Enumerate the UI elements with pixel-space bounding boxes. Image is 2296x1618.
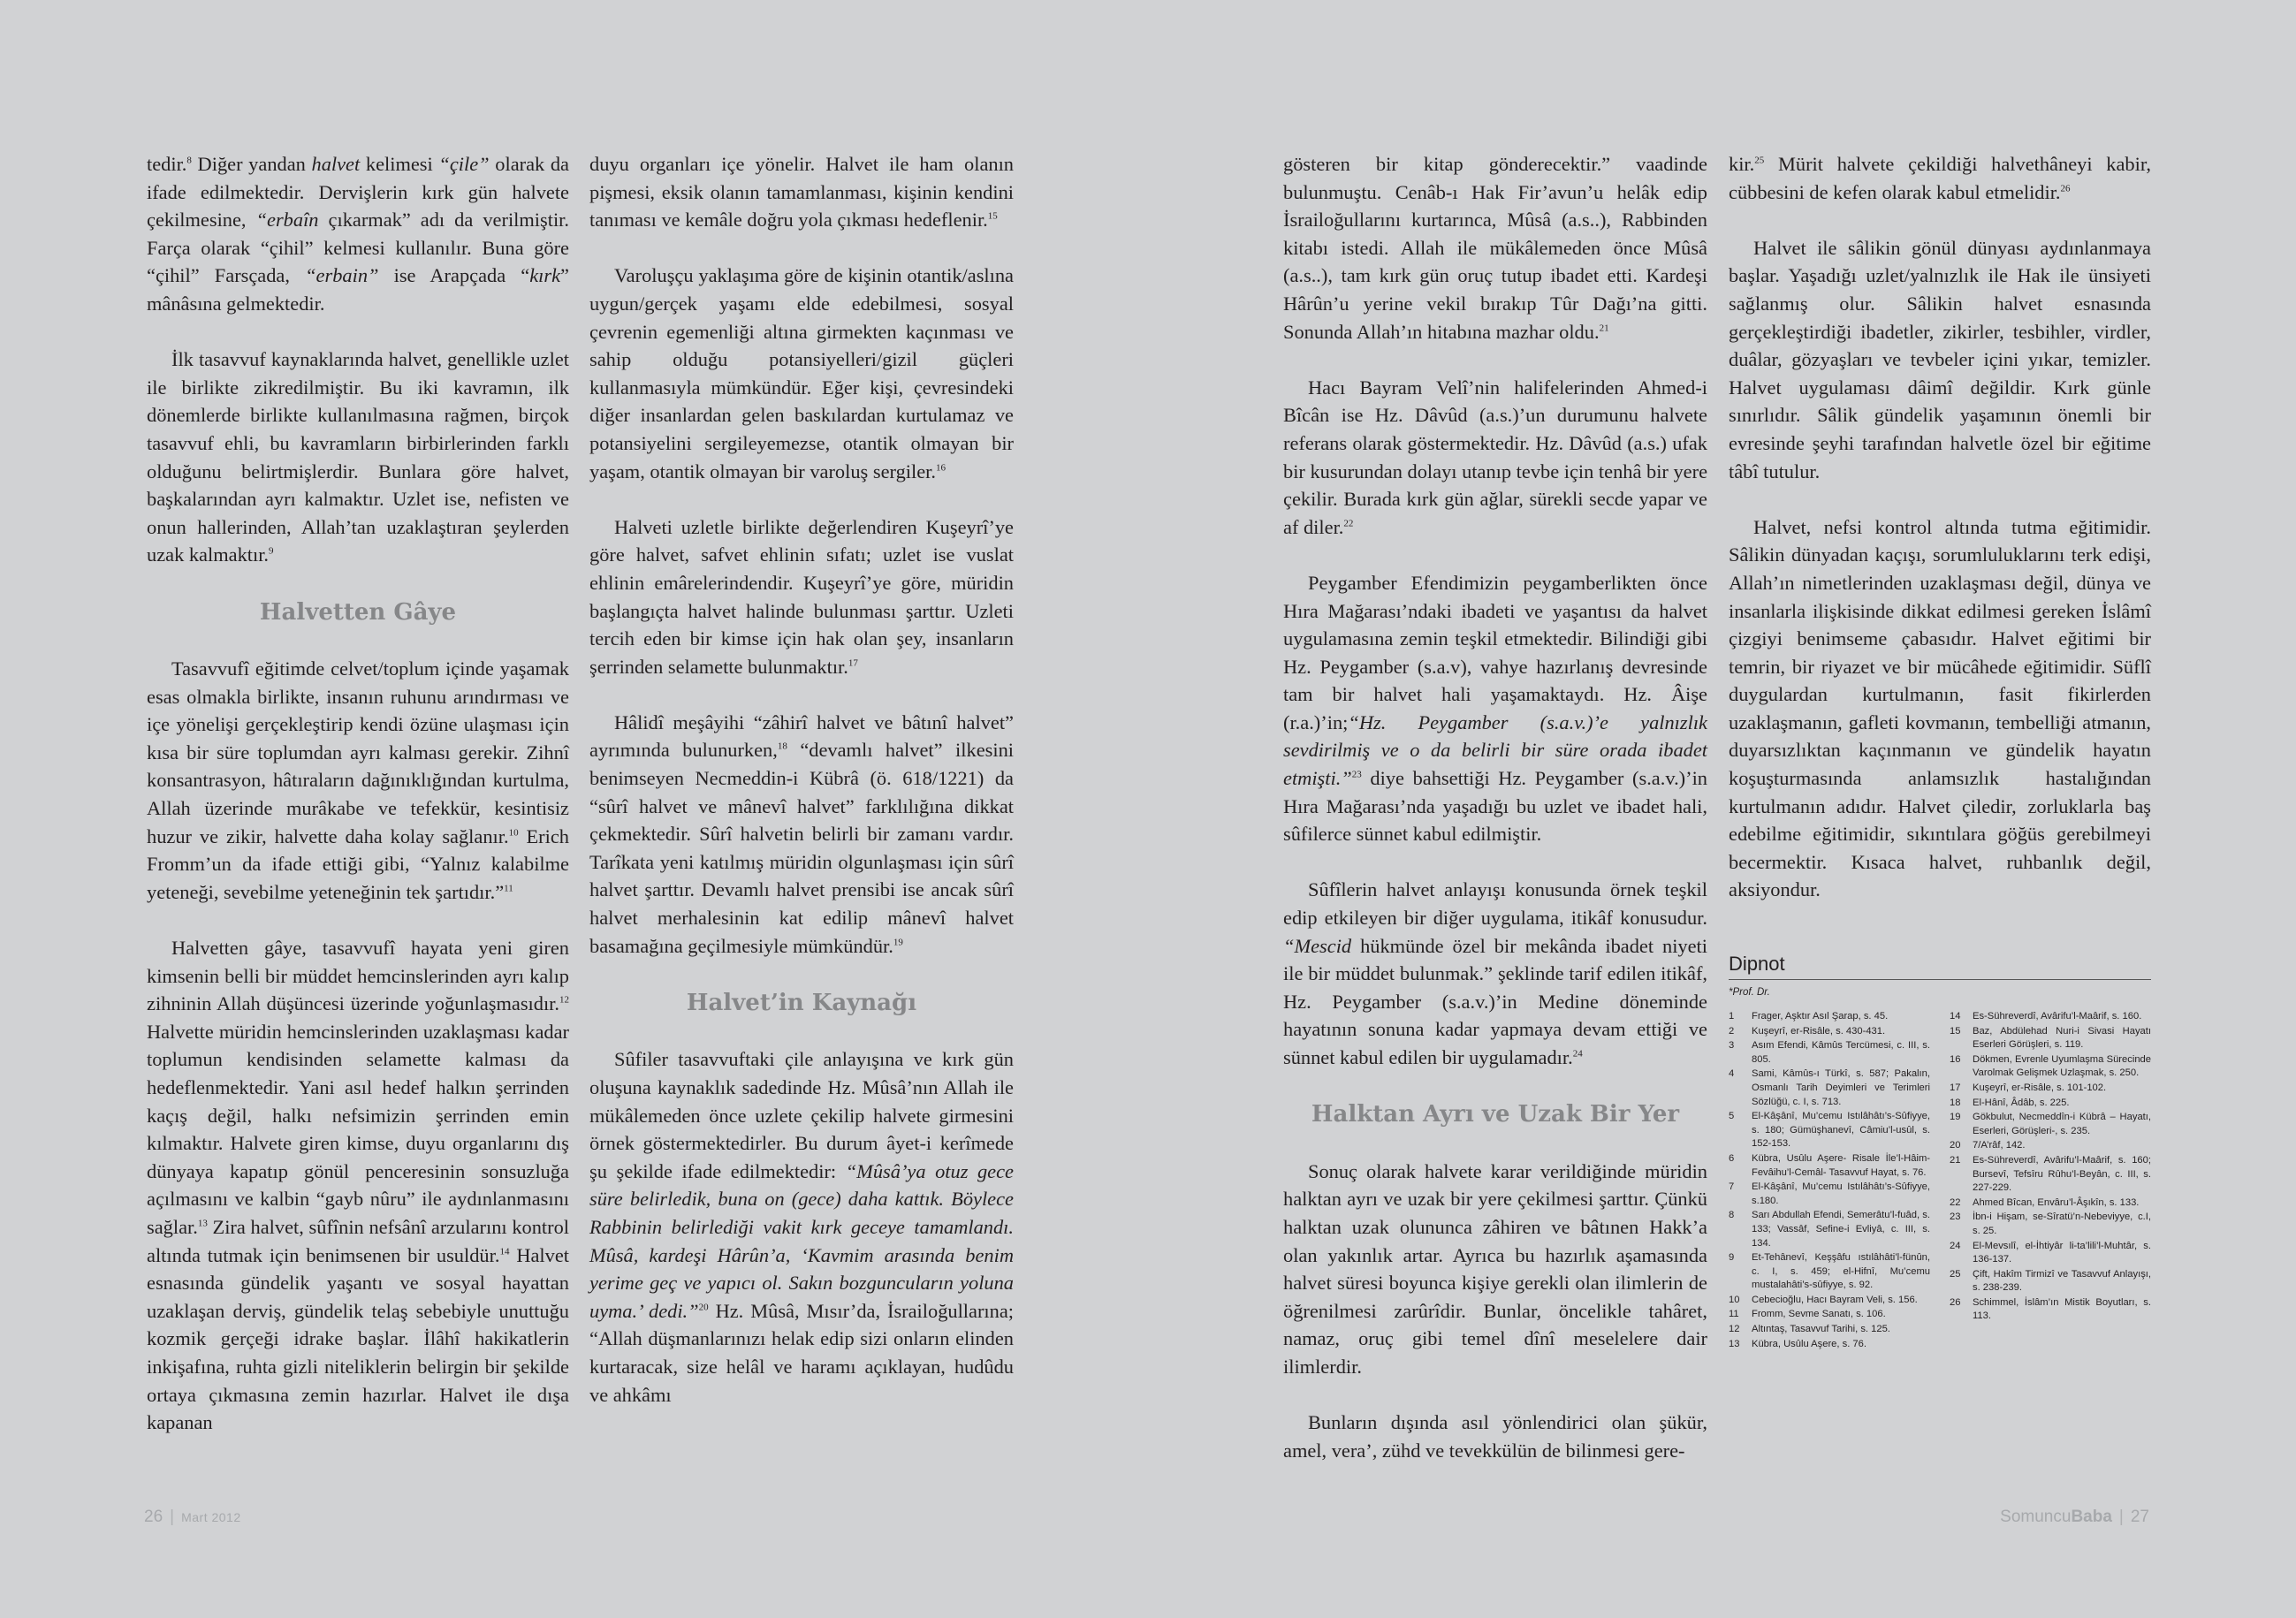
footnotes-column-left (1729, 1010, 1930, 1352)
footnote-item (1950, 1111, 2151, 1138)
footnote-text: Kuşeyrî, er-Risâle, s. 101-102. (1973, 1082, 2107, 1093)
footnote-number: 1 (1729, 1011, 1735, 1022)
footnote-text: Baz, Abdülehad Nuri-i Sivasi Hayatı Eserleri Görüşleri, s. 119. (1973, 1025, 2151, 1051)
footnote-text: El-Hânî, Âdâb, s. 225. (1973, 1097, 2070, 1108)
footnote-text: Es-Sühreverdî, Avârifu’l-Maârif, s. 160; Bursevî, Tefsîru Rûhu’l-Beyân, c. III, s. 227-229. (1973, 1154, 2151, 1194)
footnote-number: 20 (1950, 1140, 1961, 1151)
footnote-item (1950, 1154, 2151, 1196)
body-paragraph: Hâlidî meşâyihi “zâhirî halvet ve bâtınî halvet” ayrımında bulunurken,$^{18}$ “devamlı halvet” ilkesini benimseyen Necmeddin-i Kübrâ (ö. 618/1221) da “sûrî halvet ve mânevî halvet” farklılığına dikkat çekmektedir. Sûrî halvetin belirli bir zamanı vardır. Tarîkata yeni katılmış müridin olgunlaşması için sûrî halvet şarttır. Devamlı halvet prensibi ise ancak sûrî halvet merhalesinin kat edilip mânevî halvet basamağına geçilmesiyle mümkündür.$^{19}$ (589, 710, 1014, 957)
body-paragraph: duyu organları içe yönelir. Halvet ile ham olanın pişmesi, eksik olanın tamamlanması, kişinin kendini tanıması ve kemâle doğru yola çıkması hedeflenir.$^{15}$ (589, 153, 1014, 232)
folio-separator: | (170, 1508, 175, 1526)
footnote-number: 15 (1950, 1025, 1961, 1037)
footnote-number: 11 (1729, 1309, 1739, 1320)
body-paragraph: Halveti uzletle birlikte değerlendiren Kuşeyrî’ye göre halvet, safvet ehlinin sıfatı; uzlet ise vuslat ehlinin emârelerindendir. Kuşeyrî’ye göre, müridin başlangıçta halvet halinde bulunması şarttır. Uzleti tercih eden bir kimse için hak olan şey, insanların şerrinden selamette bulunmaktır.$^{17}$ (589, 515, 1014, 678)
footnote-text: Sarı Abdullah Efendi, Semerâtu’l-fuâd, s. 133; Vassâf, Sefine-i Evliyâ, c. III, s. 134. (1752, 1210, 1930, 1249)
footnote-item (1950, 1296, 2151, 1324)
footnote-text: El-Kâşânî, Mu’cemu Istılâhâtı’s-Sûfiyye, s.180. (1752, 1181, 1930, 1206)
footnote-number: 16 (1950, 1053, 1961, 1065)
left-page-column-2 (589, 150, 1014, 1437)
footnote-text: Asım Efendi, Kâmûs Tercümesi, c. III, s. 805. (1752, 1040, 1930, 1065)
footnotes-heading: Dipnot (1729, 953, 1785, 975)
footnote-text: İbn-i Hişam, se-Sîratü’n-Nebeviyye, c.I, s. 25. (1973, 1212, 2151, 1236)
footnote-number: 14 (1950, 1011, 1961, 1022)
footnote-number: 18 (1950, 1097, 1961, 1108)
footnote-item (1729, 1025, 1930, 1039)
footnote-number: 12 (1729, 1324, 1740, 1335)
footnote-number: 6 (1729, 1152, 1735, 1164)
magazine-brand (2000, 1508, 2112, 1526)
footnote-item (1729, 1338, 1930, 1352)
footnote-text: Es-Sühreverdî, Avârifu’l-Maârif, s. 160. (1973, 1011, 2142, 1022)
footnote-item (1729, 1181, 1930, 1208)
right-page-column-1 (1283, 150, 1707, 1493)
footnote-number: 4 (1729, 1068, 1735, 1080)
footnote-number: 26 (1950, 1296, 1961, 1308)
body-paragraph: Peygamber Efendimizin peygamberlikten önce Hıra Mağarası’ndaki ibadeti ve yaşantısı da halvet uygulamasına zemin teşkil etmektedir. Bilindiği gibi Hz. Peygamber (s.a.v), vahye hazırlanış devresinde tam bir halvet hali yaşamaktaydı. Hz. Âişe (r.a.)’in;“Hz. Peygamber (s.a.v.)’e yalnızlık sevdirilmiş ve o da belirli bir süre orada ibadet etmişti.”$^{23}$ diye bahsettiği Hz. Peygamber (s.a.v.)’in Hıra Mağarası’nda yaşadığı bu uzlet ve ibadet hali, sûfilerce sünnet kabul edilmiştir. (1283, 571, 1707, 846)
footnote-item (1729, 1251, 1930, 1293)
body-paragraph: Halvet ile sâlikin gönül dünyası aydınlanmaya başlar. Yaşadığı uzlet/yalnızlık ile Hak ile ünsiyeti sağlanmış olur. Sâlikin halvet esnasında gerçekleştirdiği ibadetler, zikirler, tesbihler, virdler, duâlar, gözyaşları ve tevbeler içini yıkar, temizler. Halvet uygulaması dâimî değildir. Kırk günle sınırlıdır. Sâlik gündelik yaşamının önemli bir evresinde şeyhi tarafından halvetle özel bir eğitime tâbî tutulur. (1729, 236, 2151, 482)
footnote-number: 9 (1729, 1252, 1735, 1264)
footnote-number: 5 (1729, 1111, 1735, 1122)
footnote-item (1950, 1097, 2151, 1111)
body-paragraph: gösteren bir kitap gönderecektir.” vaadinde bulunmuştu. Cenâb-ı Hak Fir’avun’u helâk edip İsrailoğullarını kurtarınca, Mûsâ (a.s..), Rabbinden kitabı istedi. Allah ile mükâlemeden önce Mûsâ (a.s..), tam kırk gün oruç tutup ibadet etti. Kardeşi Hârûn’u yerine vekil bırakıp Tûr Dağı’na gitti. Sonunda Allah’ın hitabına mazhar oldu.$^{21}$ (1283, 153, 1707, 343)
footnote-number: 3 (1729, 1040, 1735, 1052)
footnote-item (1950, 1025, 2151, 1052)
author-note: *Prof. Dr. (1729, 987, 1770, 998)
left-page-folio (144, 1508, 241, 1527)
footnote-text: Schimmel, İslâm’ın Mistik Boyutları, s. 113. (1973, 1296, 2151, 1322)
footnote-text: Et-Tehânevî, Keşşâfu ıstılâhâti’l-fünûn, c. I, s. 459; el-Hifnî, Mu’cemu mustalahâti’s-sûfiyye, s. 92. (1752, 1252, 1930, 1291)
footnote-text: El-Kâşânî, Mu’cemu Istılâhâtı’s-Sûfiyye, s. 180; Gümüşhanevî, Câmiu’l-usûl, s. 152-153. (1752, 1111, 1930, 1150)
footnote-number: 2 (1729, 1025, 1735, 1037)
footnote-text: Altıntaş, Tasavvuf Tarihi, s. 125. (1752, 1324, 1890, 1335)
body-paragraph: Tasavvufî eğitimde celvet/toplum içinde yaşamak esas olmakla birlikte, insanın ruhunu arındırması ve içe yönelişi gerçekleştirip kendi özüne ulaşması için kısa bir süre toplumdan ayrı kalması gerekir. Zihnî konsantrasyon, hâtıraların dağınıklığından kurtulma, Allah üzerinde murâkabe ve tefekkür, kesintisiz huzur ve zikir, halvette daha kolay sağlanır.$^{10}$ Erich Fromm’un da ifade ettiği gibi, “Yalnız kalabilme yeteneği, sevebilme yeteneğinin tek şartıdır.”$^{11}$ (147, 657, 569, 903)
footnote-number: 22 (1950, 1196, 1961, 1208)
right-page-folio (2000, 1508, 2149, 1527)
footnote-item (1950, 1196, 2151, 1211)
footnote-number: 8 (1729, 1210, 1735, 1221)
footnote-text: Fromm, Sevme Sanatı, s. 106. (1752, 1309, 1886, 1320)
footnote-text: Çift, Hakîm Tirmizî ve Tasavvuf Anlayışı, s. 238-239. (1973, 1268, 2151, 1294)
footnote-item (1950, 1240, 2151, 1267)
footnote-item (1729, 1152, 1930, 1180)
body-paragraph: İlk tasavvuf kaynaklarında halvet, genellikle uzlet ile birlikte zikredilmiştir. Bu iki kavramın, ilk dönemlerde birlikte kullanılmasına rağmen, birçok tasavvuf ehli, bu kavramların birbirlerinden farklı olduğunu belirtmişlerdir. Bunlara göre halvet, başkalarından ayrı kalmaktır. Uzlet ise, nefisten ve onun hallerinden, Allah’tan uzaklaştıran şeylerden uzak kalmaktır.$^9$ (147, 348, 569, 566)
footnote-text: El-Mevsılî, el-İhtiyâr li-ta’lili’l-Muhtâr, s. 136-137. (1973, 1240, 2151, 1265)
footnote-text: Ahmed Bîcan, Envâru’l-Âşıkîn, s. 133. (1973, 1196, 2140, 1208)
footnote-text: 7/A’râf, 142. (1973, 1140, 2026, 1151)
footnote-item (1729, 1209, 1930, 1250)
footnote-text: Gökbulut, Necmeddîn-i Kübrâ – Hayatı, Eserleri, Görüşleri-, s. 235. (1973, 1112, 2151, 1136)
page-number-left: 26 (144, 1508, 163, 1526)
brand-part-2: Baba (2071, 1508, 2112, 1526)
footnote-item (1729, 1110, 1930, 1151)
section-heading: Halvet’in Kaynağı (686, 989, 917, 1016)
footnote-number: 10 (1729, 1294, 1740, 1305)
footnotes-divider (1729, 979, 2151, 980)
left-page-column-1 (147, 150, 569, 1464)
footnote-number: 21 (1950, 1154, 1961, 1166)
section-heading: Halvetten Gâye (259, 598, 457, 626)
body-paragraph: Halvetten gâye, tasavvufî hayata yeni giren kimsenin belli bir müddet hemcinslerinden ayrı kalıp zihninin Allah düşüncesi üzerinde yoğunlaşmasıdır.$^{12}$ Halvette müridin hemcinslerinden uzaklaşması kadar toplumun kendisinden selamette kalması da hedeflenmektedir. Yani asıl hedef halkın şerrinden kaçış değil, halkı nefsimizin şerrinden emin kılmaktır. Halvete giren kimse, duyu organlarını dış dünyaya kapatıp gönül penceresinin sonsuzluğa açılmasını ve kalbin “gayb nûru” ile aydınlanmasını sağlar.$^{13}$ Zira halvet, sûfînin nefsânî arzularını kontrol altında tutmak için benimsenen bir usuldür.$^{14}$ Halvet esnasında gündelik yaşantı ve sosyal hayattan uzaklaşan derviş, gündelik telaş sebebiyle unuttuğu kozmik gerçeği idrake başlar. İlâhî hakikatlerin inkişafına, ruhta gizli niteliklerin belirgin bir şekilde ortaya çıkmasına zemin hazırlar. Halvet ile dışa kapanan (147, 937, 569, 1434)
footnote-text: Cebecioğlu, Hacı Bayram Veli, s. 156. (1752, 1294, 1918, 1305)
footnote-item (1729, 1067, 1930, 1109)
body-paragraph: Sûfîlerin halvet anlayışı konusunda örnek teşkil edip etkileyen bir diğer uygulama, itikâf konusudur. “Mescid hükmünde özel bir mekânda ibadet niyeti ile bir müddet bulunmak.” şeklinde tarif edilen itikâf, Hz. Peygamber (s.a.v.)’in Medine döneminde hayatının sonuna kadar yapmaya devam ettiği ve sünnet kabul edilen bir uygulamadır.$^{24}$ (1283, 878, 1707, 1068)
footnote-number: 13 (1729, 1338, 1740, 1349)
footnote-item (1950, 1010, 2151, 1024)
footnote-item (1950, 1082, 2151, 1096)
footnote-item (1729, 1294, 1930, 1308)
footnote-text: Dökmen, Evrenle Uyumlaşma Sürecinde Varolmak Gelişmek Uzlaşmak, s. 250. (1973, 1053, 2151, 1079)
section-heading: Halktan Ayrı ve Uzak Bir Yer (1311, 1101, 1680, 1128)
footnotes-block (1729, 953, 2151, 1352)
body-paragraph: Bunların dışında asıl yönlendirici olan şükür, amel, vera’, zühd ve tevekkülün de bilinmesi gere- (1283, 1411, 1707, 1462)
footnote-number: 23 (1950, 1212, 1961, 1223)
body-paragraph: kir.$^{25}$ Mürit halvete çekildiği halvethâneyi kabir, cübbesini de kefen olarak kabul etmelidir.$^{26}$ (1729, 153, 2151, 203)
footnote-text: Frager, Aşktır Asıl Şarap, s. 45. (1752, 1011, 1889, 1022)
footnote-item (1729, 1323, 1930, 1337)
footnote-item (1950, 1211, 2151, 1238)
footnote-item (1950, 1139, 2151, 1153)
body-paragraph: Sonuç olarak halvete karar verildiğinde müridin halktan ayrı ve uzak bir yere çekilmesi şarttır. Çünkü halktan uzak olununca zâhiren ve bâtınen Hakk’a olan yakınlık artar. Ayrıca bu hazırlık aşamasında halvet süresi boyunca kişiye gerekli olan ilimlerin de öğrenilmesi zarûrîdir. Bunlar, öncelikle tahâret, namaz, oruç gibi temel dînî meselelere dair ilimlerdir. (1283, 1159, 1707, 1378)
footnote-number: 7 (1729, 1181, 1735, 1193)
footnote-text: Kuşeyrî, er-Risâle, s. 430-431. (1752, 1025, 1886, 1037)
right-page-column-2 (1729, 150, 2151, 932)
body-paragraph: tedir.$^8$ Diğer yandan halvet kelimesi “çile” olarak da ifade edilmektedir. Dervişlerin kırk gün halvete çekilmesine, “erbaîn çıkarmak” adı da verilmiştir. Farça olarak “çihil” kelmesi kullanılır. Buna göre “çihil” Farsçada, “erbain” ise Arapçada “kırk” mânâsına gelmektedir. (147, 153, 570, 315)
footnote-number: 25 (1950, 1268, 1961, 1280)
footnote-item (1950, 1268, 2151, 1295)
page-number-right: 27 (2130, 1508, 2149, 1526)
footnote-text: Kübra, Usûlu Aşere, s. 76. (1752, 1338, 1866, 1349)
folio-separator: | (2118, 1508, 2124, 1526)
footnote-number: 19 (1950, 1112, 1961, 1123)
issue-date: Mart 2012 (181, 1510, 241, 1524)
footnote-text: Sami, Kâmûs-ı Türkî, s. 587; Pakalın, Osmanlı Tarih Deyimleri ve Terimleri Sözlüğü, c. I, s. 713. (1752, 1068, 1930, 1107)
footnote-text: Kübra, Usûlu Aşere- Risale İle’l-Hâim-Fevâihu’l-Cemâl- Tasavvuf Hayat, s. 76. (1752, 1152, 1930, 1178)
footnote-item (1729, 1010, 1930, 1024)
body-paragraph: Sûfiler tasavvuftaki çile anlayışına ve kırk gün oluşuna kaynaklık sadedinde Hz. Mûsâ’nın Allah ile mükâlemeden önce uzlete çekilip halvete girmesini örnek göstermektedirler. Bu durum âyet-i kerîmede şu şekilde ifade edilmektedir: “Mûsâ’ya otuz gece süre belirledik, buna on (gece) daha kattık. Böylece Rabbinin belirlediği vakit kırk geceye tamamlandı. Mûsâ, kardeşi Hârûn’a, ‘Kavmim arasında benim yerime geç ve yapıcı ol. Sakın bozguncuların yoluna uyma.’ dedi.”$^{20}$ Hz. Mûsâ, Mısır’da, İsrailoğullarına; “Allah düşmanlarınızı helak edip sizi onların elinden kurtaracak, size helâl ve haramı açıklayan, hudûdu ve ahkâmı (589, 1048, 1014, 1406)
footnotes-column-right (1950, 1010, 2151, 1352)
footnote-number: 24 (1950, 1240, 1961, 1251)
footnote-item (1729, 1039, 1930, 1067)
body-paragraph: Hacı Bayram Velî’nin halifelerinden Ahmed-i Bîcân ise Hz. Dâvûd (a.s.)’un durumunu halvete referans olarak göstermektedir. Hz. Dâvûd (a.s.) ufak bir kusurundan dolayı utanıp tevbe için tenhâ bir yere çekilir. Burada kırk gün ağlar, sürekli secde yapar ve af diler.$^{22}$ (1283, 376, 1708, 538)
footnote-number: 17 (1950, 1082, 1961, 1093)
body-paragraph: Halvet, nefsi kontrol altında tutma eğitimidir. Sâlikin dünyadan kaçışı, sorumluluklarını terk edişi, Allah’ın nimetlerinden uzaklaşması değil, dünya ve insanlarla ilişkisinde dikkat edilmesi gereken İslâmî çizgiyi benimseme çabasıdır. Halvet eğitimi bir temrin, bir riyazet ve bir mücâhede eğitimidir. Süflî duygulardan kurtulmanın, fasit fikirlerden uzaklaşmanın, gafleti kovmanın, tembelliği atmanın, duyarsızlıktan kaçınmanın ve gündelik hayatın koşuşturmasında anlamsızlık hastalığından kurtulmanın adıdır. Halvet çiledir, zorluklarla baş edebilme eğitimidir, sıkıntılara göğüs gerebilmeyi becermektir. Kısaca halvet, ruhbanlık değil, aksiyondur. (1729, 515, 2151, 901)
body-paragraph: Varoluşçu yaklaşıma göre de kişinin otantik/aslına uygun/gerçek yaşamı elde edebilmesi, sosyal çevrenin egemenliği altına girmekten kaçınması ve sahip olduğu potansiyelleri/gizil güçleri kullanmasıyla mümkündür. Eğer kişi, çevresindeki diğer insanlardan gelen baskılardan kurtulamaz ve potansiyelini sergileyemezse, otantik olmayan bir yaşam, otantik olmayan bir varoluş sergiler.$^{16}$ (589, 264, 1014, 482)
footnote-item (1950, 1053, 2151, 1081)
footnote-item (1729, 1308, 1930, 1322)
brand-part-1: Somuncu (2000, 1508, 2072, 1526)
